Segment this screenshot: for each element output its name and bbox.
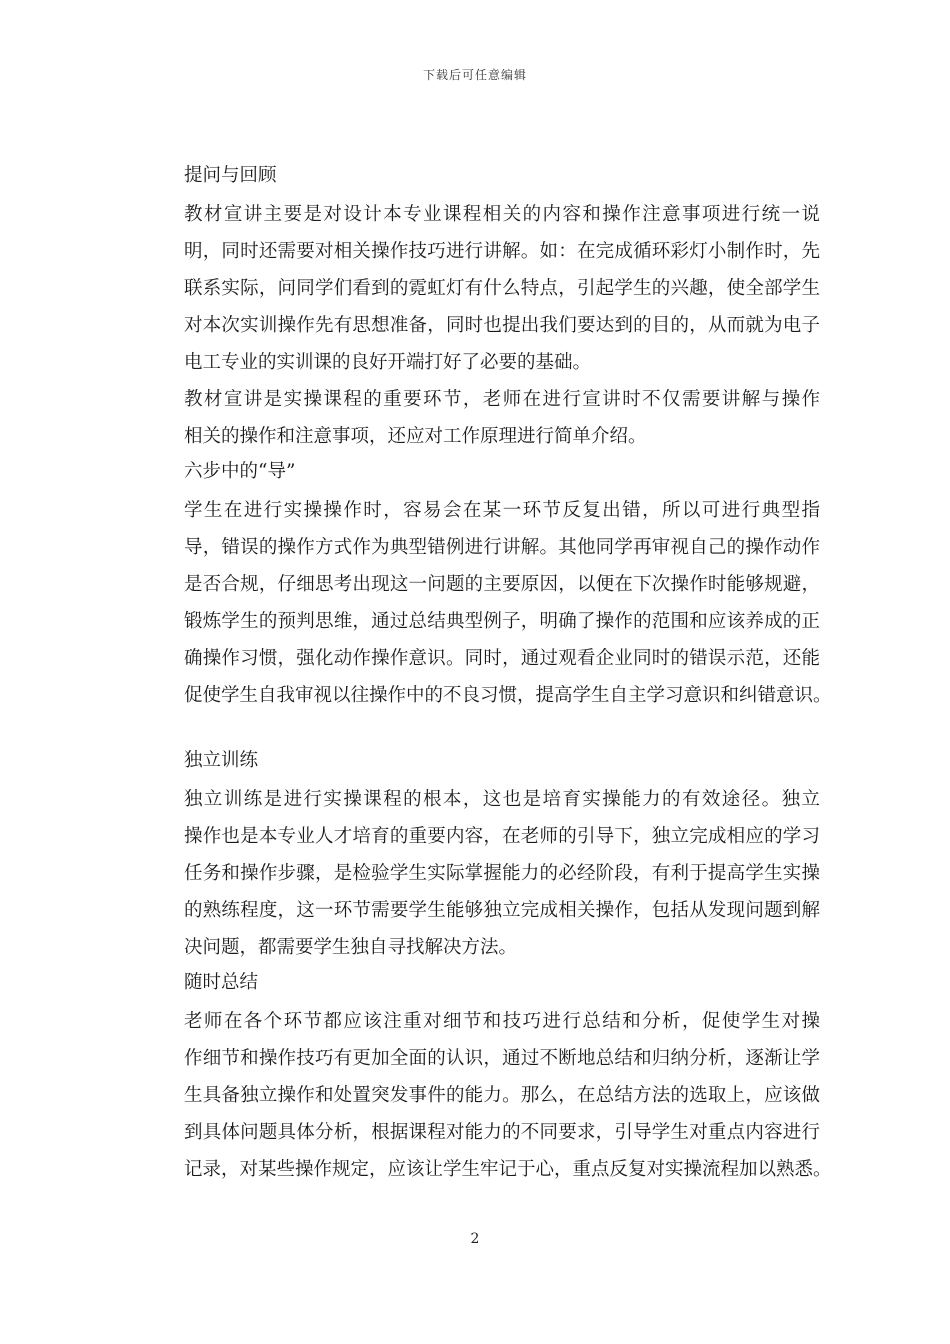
text-line: 教材宣讲主要是对设计本专业课程相关的内容和操作注意事项进行统一说 [184, 204, 820, 225]
text-line: 独立训练是进行实操课程的根本，这也是培育实操能力的有效途径。独立 [184, 789, 820, 810]
text-line: 促使学生自我审视以往操作中的不良习惯，提高学生自主学习意识和纠错意识。 [184, 685, 832, 706]
section-heading: 随时总结 [184, 972, 259, 993]
text-line: 教材宣讲是实操课程的重要环节，老师在进行宣讲时不仅需要讲解与操作 [184, 389, 820, 410]
text-line: 导，错误的操作方式作为典型错例进行讲解。其他同学再审视自己的操作动作 [184, 537, 820, 558]
page-number: 2 [470, 1231, 480, 1247]
paragraph [144, 781, 820, 966]
text-line: 确操作习惯，强化动作操作意识。同时，通过观看企业同时的错误示范，还能 [184, 648, 820, 669]
text-line: 联系实际，问同学们看到的霓虹灯有什么特点，引起学生的兴趣，使全部学生 [184, 278, 820, 299]
text-line: 老师在各个环节都应该注重对细节和技巧进行总结和分析，促使学生对操 [184, 1011, 820, 1032]
text-line: 明，同时还需要对相关操作技巧进行讲解。如：在完成循环彩灯小制作时，先 [184, 241, 820, 262]
paragraph [144, 492, 832, 714]
text-line: 电工专业的实训课的良好开端打好了必要的基础。 [184, 352, 592, 373]
text-line: 到具体问题具体分析，根据课程对能力的不同要求，引导学生对重点内容进行 [184, 1122, 820, 1143]
section-heading: 独立训练 [184, 750, 259, 771]
text-line: 相关的操作和注意事项，还应对工作原理进行简单介绍。 [184, 426, 647, 447]
text-line: 操作也是本专业人才培育的重要内容，在老师的引导下，独立完成相应的学习 [184, 826, 820, 847]
paragraph [144, 381, 820, 455]
text-line: 对本次实训操作先有思想准备，同时也提出我们要达到的目的，从而就为电子 [184, 315, 820, 336]
text-line: 记录，对某些操作规定，应该让学生牢记于心，重点反复对实操流程加以熟悉。 [184, 1159, 832, 1180]
document-body [144, 159, 832, 1188]
section-heading: 六步中的“导” [184, 461, 296, 482]
text-line: 决问题，都需要学生独自寻找解决方法。 [184, 937, 518, 958]
text-line: 锻炼学生的预判思维，通过总结典型例子，明确了操作的范围和应该养成的正 [184, 611, 820, 632]
paragraph [144, 1003, 832, 1188]
text-line: 学生在进行实操操作时，容易会在某一环节反复出错，所以可进行典型指 [184, 500, 820, 521]
page-header: 下载后可任意编辑 [422, 68, 527, 82]
text-line: 任务和操作步骤，是检验学生实际掌握能力的必经阶段，有利于提高学生实操 [184, 863, 820, 884]
section-heading: 提问与回顾 [184, 165, 277, 186]
text-line: 生具备独立操作和处置突发事件的能力。那么，在总结方法的选取上，应该做 [184, 1085, 820, 1106]
paragraph [144, 196, 820, 381]
text-line: 是否合规，仔细思考出现这一问题的主要原因，以便在下次操作时能够规避， [184, 574, 820, 595]
text-line: 的熟练程度，这一环节需要学生能够独立完成相关操作，包括从发现问题到解 [184, 900, 820, 921]
text-line: 作细节和操作技巧有更加全面的认识，通过不断地总结和归纳分析，逐渐让学 [184, 1048, 820, 1069]
